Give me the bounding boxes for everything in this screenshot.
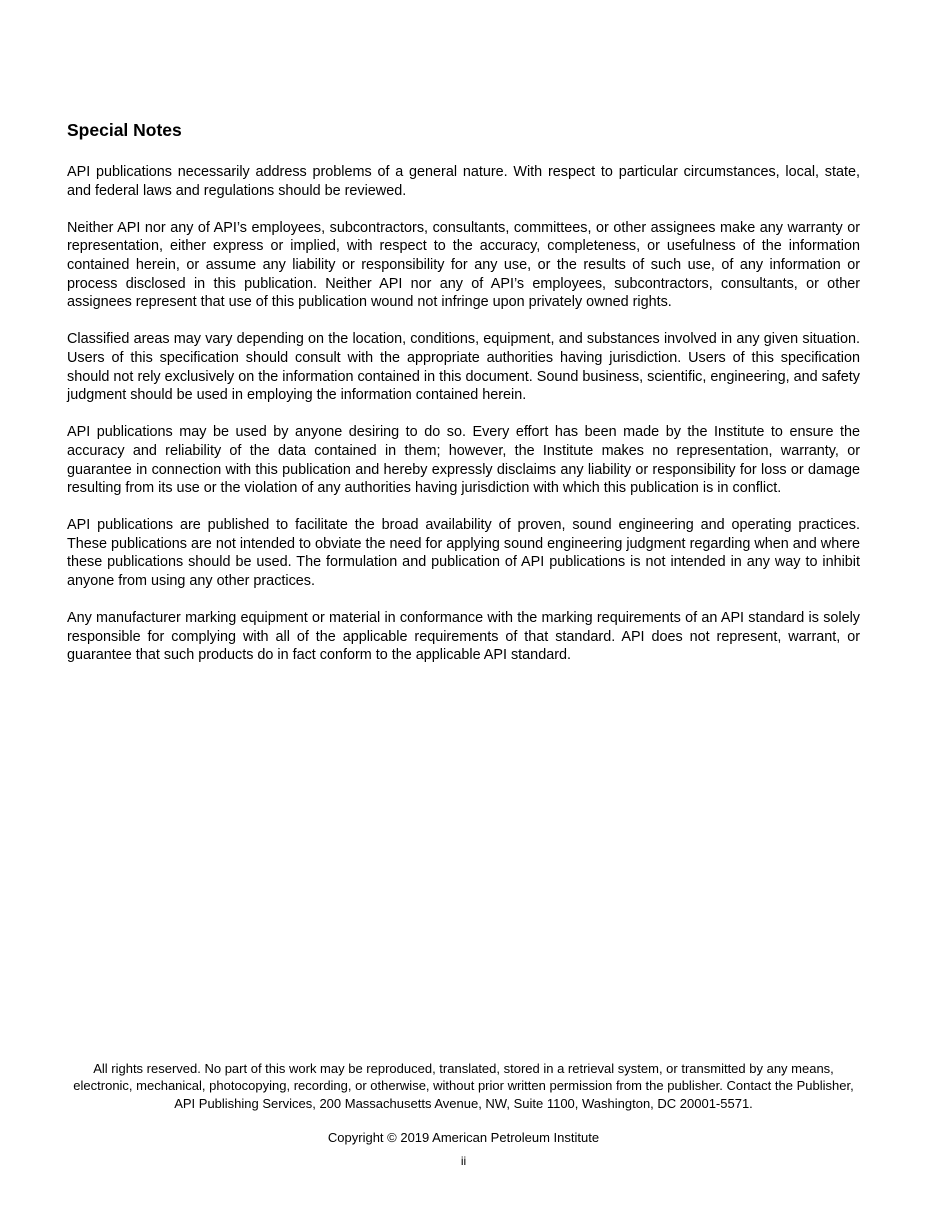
paragraph-classified-areas: Classified areas may vary depending on the location, conditions, equipment, and substances involved in any given situation. Users of this specification should consult with the appropriate authorities having jurisdiction. Users of this specification should not rely exclusively on the information contained in this document. Sound business, scientific, engineering, and safety judgment should be used in employing the information contained herein.: [67, 331, 860, 404]
paragraph-manufacturer-marking: Any manufacturer marking equipment or material in conformance with the marking requirements of an API standard is solely responsible for complying with all of the applicable requirements of that standard. API does not represent, warrant, or guarantee that such products do in fact conform to the applicable API standard.: [67, 610, 860, 664]
rights-notice: All rights reserved. No part of this work may be reproduced, translated, stored in a retrieval system, or transmitted by any means, electronic, mechanical, photocopying, recording, or otherwise, without prior written permission from the publisher. Contact the Publisher, API Publishing Services, 200 Massachusetts Avenue, NW, Suite 1100, Washington, DC 20001-5571.: [73, 1061, 854, 1111]
page-footer: [67, 1060, 860, 1169]
paragraph-general-nature: API publications necessarily address problems of a general nature. With respect to particular circumstances, local, state, and federal laws and regulations should be reviewed.: [67, 164, 860, 199]
paragraph-publication-purpose: API publications are published to facilitate the broad availability of proven, sound engineering and operating practices. These publications are not intended to obviate the need for applying sound engineering judgment regarding when and where these publications should be used. The formulation and publication of API publications is not intended in any way to inhibit anyone from using any other practices.: [67, 517, 860, 590]
paragraph-warranty-disclaimer: Neither API nor any of API’s employees, subcontractors, consultants, committees, or other assignees make any warranty or representation, either express or implied, with respect to the accuracy, completeness, or usefulness of the information contained herein, or assume any liability or responsibility for any use, or the results of such use, of any information or process disclosed in this publication. Neither API nor any of API’s employees, subcontractors, consultants, or other assignees represent that use of this publication wound not infringe upon privately owned rights.: [67, 219, 860, 311]
paragraph-usage-liability: API publications may be used by anyone desiring to do so. Every effort has been made by the Institute to ensure the accuracy and reliability of the data contained in them; however, the Institute makes no representation, warranty, or guarantee in connection with this publication and hereby expressly disclaims any liability or responsibility for loss or damage resulting from its use or the violation of any authorities having jurisdiction with which this publication is in conflict.: [67, 424, 860, 497]
special-notes-section: [67, 119, 860, 684]
copyright-line: Copyright © 2019 American Petroleum Institute: [327, 1129, 600, 1145]
page-number: ii: [460, 1153, 467, 1168]
page-title: Special Notes: [67, 120, 182, 140]
